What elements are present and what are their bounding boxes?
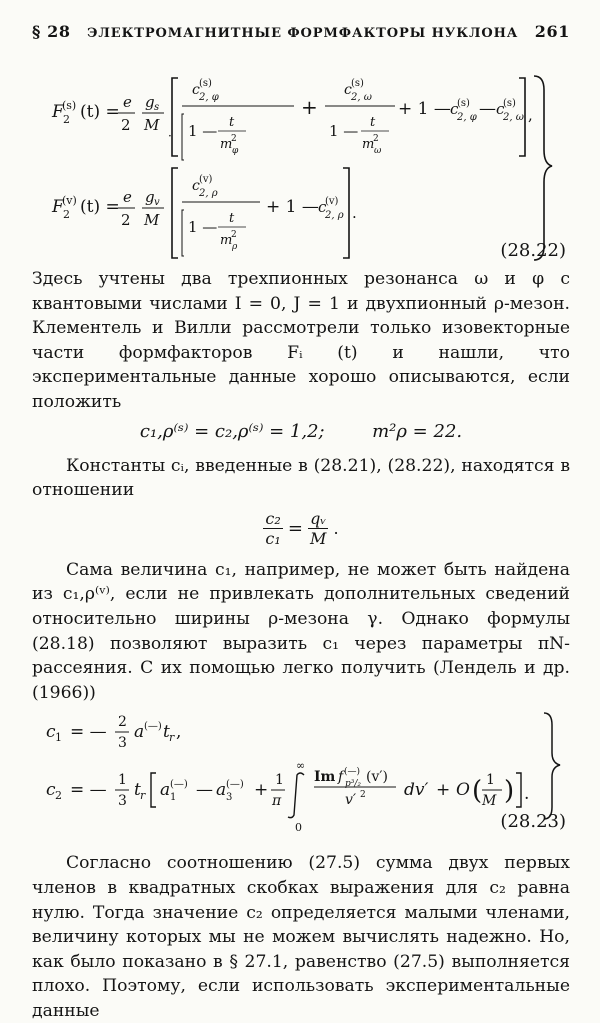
formula-f2v xyxy=(51,168,357,258)
ratio-right xyxy=(308,509,328,548)
equation-number-28-23: (28.23) xyxy=(500,811,566,833)
svg-text:π: π xyxy=(272,793,282,810)
svg-text:2: 2 xyxy=(55,789,62,803)
svg-text:.: . xyxy=(524,784,530,805)
svg-text:O: O xyxy=(456,780,470,801)
svg-text:+: + xyxy=(436,780,451,801)
svg-text:2: 2 xyxy=(231,230,237,240)
svg-text:a: a xyxy=(160,780,171,801)
svg-text:g: g xyxy=(145,93,155,111)
svg-text:e: e xyxy=(123,188,132,206)
svg-text:·: · xyxy=(168,129,172,143)
svg-text:1: 1 xyxy=(275,772,284,789)
svg-text:m: m xyxy=(220,137,233,152)
right-brace xyxy=(534,76,552,260)
svg-text:c: c xyxy=(318,198,327,216)
svg-text:F: F xyxy=(52,102,64,122)
svg-text:1 —: 1 — xyxy=(329,122,359,140)
formula-c1 xyxy=(46,714,181,751)
svg-text:—: — xyxy=(479,99,496,119)
equation-28-23-graphic xyxy=(32,707,570,837)
svg-text:c: c xyxy=(46,722,56,743)
svg-text:+ 1 —: + 1 — xyxy=(398,99,451,119)
svg-text:2: 2 xyxy=(63,208,70,221)
svg-text:t: t xyxy=(229,115,235,130)
ratio-left-den: c₁ xyxy=(265,528,281,548)
paragraph-3: Сама величина c₁, например, не может быть найдена из c₁,ρ⁽ᵛ⁾, если не привлекать дополнительных сведений относительно ширины ρ-мезона γ. Однако формулы (28.18) позволяют выразить c₁ через параметры πN-рассеяния. С их помощью легко получить (Лендель и др. (1966)) xyxy=(32,559,570,703)
svg-text:1 —: 1 — xyxy=(188,122,218,140)
svg-text:t: t xyxy=(229,211,235,226)
svg-text:(v): (v) xyxy=(199,174,213,185)
formula-c2 xyxy=(46,759,529,834)
book-page xyxy=(32,22,570,1021)
equation-ratio: $\frac{\text{c₂}}{\text{c₁}}$ = $\frac{\text{qᵥ}}{M}$ . xyxy=(265,508,339,548)
svg-text:m: m xyxy=(362,137,375,152)
svg-text:e: e xyxy=(123,93,132,111)
svg-text:a: a xyxy=(134,722,145,743)
svg-text:0: 0 xyxy=(295,821,302,835)
paragraph-2: Константы cᵢ, введенные в (28.21), (28.22), находятся в отношении xyxy=(32,455,570,501)
svg-text:2, ρ: 2, ρ xyxy=(325,210,344,221)
equation-28-23 xyxy=(32,707,570,837)
svg-text:2, ρ: 2, ρ xyxy=(199,188,218,199)
svg-text:1: 1 xyxy=(55,731,62,745)
svg-text:(s): (s) xyxy=(199,78,212,89)
svg-text:1: 1 xyxy=(170,792,177,804)
svg-text:f: f xyxy=(338,769,344,786)
svg-text:F: F xyxy=(52,197,64,217)
svg-text:+: + xyxy=(301,95,318,119)
svg-text:1 —: 1 — xyxy=(188,218,218,236)
svg-text:c: c xyxy=(344,82,352,98)
equation-values xyxy=(32,421,570,442)
svg-text:c: c xyxy=(192,178,200,194)
svg-text:3: 3 xyxy=(118,735,127,752)
svg-text:(s): (s) xyxy=(457,98,470,109)
svg-text:(v): (v) xyxy=(62,194,77,207)
paragraph-1: Здесь учтены два трехпионных резонанса ω и φ с квантовыми числами I = 0, J = 1 и двухпионный ρ-мезон. Клементель и Вилли рассмотрели только изовекторные части формфакторов Fᵢ (t) и нашли, что экспериментальные данные хорошо описываются, если положить xyxy=(32,269,570,412)
svg-text:(—): (—) xyxy=(144,721,162,733)
svg-text:(—): (—) xyxy=(344,767,361,778)
svg-text:c: c xyxy=(192,82,200,98)
svg-text:+ 1 —: + 1 — xyxy=(266,197,319,217)
svg-text:+: + xyxy=(254,780,269,801)
svg-text:ω: ω xyxy=(374,146,382,156)
ratio-left-num: c₂ xyxy=(265,508,281,528)
svg-text:2: 2 xyxy=(231,134,237,144)
svg-text:,: , xyxy=(528,106,533,124)
formula-f2s xyxy=(51,78,533,160)
ratio-right-den: M xyxy=(310,528,327,548)
svg-text:): ) xyxy=(504,776,515,807)
svg-text:g: g xyxy=(145,188,155,206)
page-header xyxy=(32,22,570,52)
page-number: 261 xyxy=(534,22,570,41)
svg-text:m: m xyxy=(220,233,233,248)
svg-text:2: 2 xyxy=(360,790,366,801)
svg-text:3: 3 xyxy=(226,792,233,804)
values-lhs: c₁,ρ⁽ˢ⁾ = c₂,ρ⁽ˢ⁾ = 1,2; xyxy=(139,420,325,442)
equation-28-22 xyxy=(32,70,570,265)
svg-text:M: M xyxy=(144,211,160,229)
svg-text:v′: v′ xyxy=(345,792,357,809)
svg-text:2: 2 xyxy=(373,134,379,144)
svg-text:∞: ∞ xyxy=(296,759,306,773)
svg-text:t: t xyxy=(163,722,170,743)
svg-text:1: 1 xyxy=(486,772,495,789)
svg-text:M: M xyxy=(482,793,497,810)
svg-text:(s): (s) xyxy=(62,99,77,112)
ratio-left xyxy=(263,509,282,548)
svg-text:(—): (—) xyxy=(170,779,188,791)
svg-text:1: 1 xyxy=(118,772,127,789)
svg-text:(v): (v) xyxy=(325,196,339,207)
ratio-right-num: qᵥ xyxy=(308,509,328,529)
svg-text:a: a xyxy=(216,780,227,801)
svg-text:3: 3 xyxy=(118,793,127,810)
svg-text:(v′): (v′) xyxy=(366,769,389,786)
svg-text:p³/₂: p³/₂ xyxy=(345,779,362,790)
svg-text:2, ω: 2, ω xyxy=(351,92,372,103)
svg-text:(s): (s) xyxy=(503,98,516,109)
svg-text:t: t xyxy=(370,115,376,130)
svg-text:2: 2 xyxy=(118,714,127,731)
svg-text:2, φ: 2, φ xyxy=(457,112,477,123)
svg-text:r: r xyxy=(169,731,175,745)
right-brace-2 xyxy=(544,713,560,819)
svg-text:2: 2 xyxy=(63,113,70,126)
svg-text:(t) =: (t) = xyxy=(80,102,120,122)
svg-text:s: s xyxy=(154,102,160,113)
svg-text:= —: = — xyxy=(70,780,107,801)
svg-text:r: r xyxy=(140,789,146,803)
svg-text:(t) =: (t) = xyxy=(80,197,120,217)
svg-text:t: t xyxy=(134,780,141,801)
svg-text:(s): (s) xyxy=(351,78,364,89)
values-rhs: m²ρ = 22. xyxy=(372,420,463,442)
svg-text:2, ω: 2, ω xyxy=(503,112,524,123)
svg-text:—: — xyxy=(196,780,213,801)
svg-text:2: 2 xyxy=(121,116,131,134)
svg-text:φ: φ xyxy=(232,146,239,156)
running-title: ЭЛЕКТРОМАГНИТНЫЕ ФОРМФАКТОРЫ НУКЛОНА xyxy=(87,26,519,41)
svg-text:2, φ: 2, φ xyxy=(199,92,219,103)
equation-number-28-22: (28.22) xyxy=(500,240,566,261)
svg-text:,: , xyxy=(176,722,182,743)
svg-text:c: c xyxy=(46,780,56,801)
paragraph-4: Согласно соотношению (27.5) сумма двух первых членов в квадратных скобках выражения для c₂ равна нулю. Тогда значение c₂ определяется малыми членами, величину которых мы не можем вычислять надежно. Но, как было показано в § 27.1, равенство (27.5) выполняется плохо. Поэтому, если использовать экспериментальные данные xyxy=(32,853,570,1021)
svg-text:c: c xyxy=(496,100,505,118)
equation-28-22-graphic xyxy=(32,70,570,265)
section-number: § 28 xyxy=(32,22,71,41)
svg-text:(: ( xyxy=(472,776,483,807)
svg-text:(—): (—) xyxy=(226,779,244,791)
svg-text:= —: = — xyxy=(70,722,107,743)
svg-text:v: v xyxy=(154,197,160,208)
svg-text:Im: Im xyxy=(314,769,336,786)
svg-text:dv′: dv′ xyxy=(404,780,429,801)
svg-text:ρ: ρ xyxy=(232,242,238,252)
svg-text:c: c xyxy=(450,100,459,118)
svg-text:M: M xyxy=(144,116,160,134)
svg-text:.: . xyxy=(352,204,357,222)
svg-text:2: 2 xyxy=(121,211,131,229)
